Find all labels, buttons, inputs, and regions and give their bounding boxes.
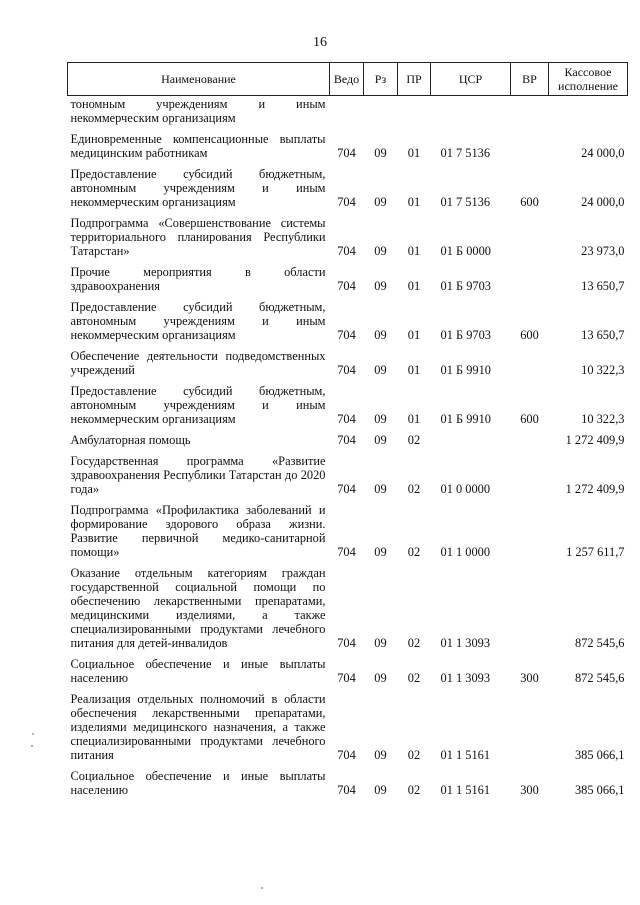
cell-rz: 09 xyxy=(374,636,387,650)
table-header-row xyxy=(68,63,628,96)
cell-pr: 02 xyxy=(407,783,421,797)
table-row xyxy=(68,96,628,126)
cell-csr: 01 7 5136 xyxy=(440,146,491,160)
cell-ved: 704 xyxy=(337,244,356,258)
cell-sum: 13 650,7 xyxy=(581,328,625,342)
cell-csr: 01 1 0000 xyxy=(440,545,491,559)
cell-pr: 01 xyxy=(407,244,421,258)
cell-name: Единовременные компенсационные выплаты медицинским работникам xyxy=(70,132,326,160)
cell-sum: 10 322,3 xyxy=(581,412,625,426)
cell-vr xyxy=(511,96,549,126)
cell-csr xyxy=(431,426,511,447)
table-row xyxy=(68,293,628,342)
cell-rz: 09 xyxy=(374,748,387,762)
cell-ved: 704 xyxy=(337,363,356,377)
cell-sum: 23 973,0 xyxy=(581,244,625,258)
cell-sum: 10 322,3 xyxy=(581,363,625,377)
cell-sum: 1 257 611,7 xyxy=(566,545,625,559)
scan-speck xyxy=(261,887,263,889)
cell-csr: 01 Б 9910 xyxy=(440,363,491,377)
cell-ved xyxy=(330,96,364,126)
cell-pr: 02 xyxy=(407,433,421,447)
cell-name: Обеспечение деятельности подведомственных учреждений xyxy=(70,349,326,377)
cell-ved: 704 xyxy=(337,433,356,447)
cell-pr: 02 xyxy=(407,636,421,650)
cell-csr: 01 1 3093 xyxy=(440,636,491,650)
cell-name: тономным учреждениям и иным некоммерческим организациям xyxy=(70,97,326,125)
table-body xyxy=(68,96,628,798)
cell-vr: 300 xyxy=(520,671,539,685)
cell-vr xyxy=(511,258,549,293)
cell-vr: 600 xyxy=(520,412,539,426)
table-row xyxy=(68,342,628,377)
cell-rz: 09 xyxy=(374,328,387,342)
cell-rz: 09 xyxy=(374,545,387,559)
cell-ved: 704 xyxy=(337,328,356,342)
cell-name: Социальное обеспечение и иные выплаты населению xyxy=(70,769,326,797)
header-sum: Кассовое исполнение xyxy=(549,63,628,96)
cell-vr: 600 xyxy=(520,195,539,209)
cell-rz: 09 xyxy=(374,433,387,447)
cell-vr xyxy=(511,685,549,762)
cell-name: Социальное обеспечение и иные выплаты населению xyxy=(70,657,326,685)
cell-csr: 01 Б 9910 xyxy=(440,412,491,426)
cell-ved: 704 xyxy=(337,783,356,797)
cell-sum: 24 000,0 xyxy=(581,195,625,209)
cell-vr xyxy=(511,426,549,447)
cell-pr: 01 xyxy=(407,146,421,160)
cell-pr xyxy=(398,96,431,126)
cell-csr: 01 0 0000 xyxy=(440,482,491,496)
cell-vr xyxy=(511,342,549,377)
cell-rz: 09 xyxy=(374,363,387,377)
cell-csr: 01 1 5161 xyxy=(440,748,491,762)
cell-pr: 01 xyxy=(407,412,421,426)
cell-sum: 385 066,1 xyxy=(574,783,625,797)
table-row xyxy=(68,685,628,762)
header-ved: Ведо xyxy=(330,63,364,96)
table-row xyxy=(68,258,628,293)
cell-rz: 09 xyxy=(374,671,387,685)
cell-pr: 02 xyxy=(407,545,421,559)
cell-rz: 09 xyxy=(374,783,387,797)
cell-vr: 600 xyxy=(520,328,539,342)
cell-csr: 01 1 3093 xyxy=(440,671,491,685)
cell-rz: 09 xyxy=(374,244,387,258)
cell-name: Предоставление субсидий бюджетным, автономным учреждениям и иным некоммерческим организациям xyxy=(70,384,326,426)
table-row xyxy=(68,125,628,160)
cell-ved: 704 xyxy=(337,748,356,762)
header-pr: ПР xyxy=(398,63,431,96)
table-row xyxy=(68,559,628,650)
header-vr: ВР xyxy=(511,63,549,96)
cell-name: Прочие мероприятия в области здравоохранения xyxy=(70,265,326,293)
table-row xyxy=(68,447,628,496)
table-row xyxy=(68,650,628,685)
cell-ved: 704 xyxy=(337,279,356,293)
cell-sum: 872 545,6 xyxy=(574,636,625,650)
table-row xyxy=(68,160,628,209)
cell-ved: 704 xyxy=(337,482,356,496)
cell-csr: 01 1 5161 xyxy=(440,783,491,797)
cell-name: Государственная программа «Развитие здравоохранения Республики Татарстан до 2020 года» xyxy=(70,454,326,496)
cell-csr: 01 Б 9703 xyxy=(440,279,491,293)
cell-ved: 704 xyxy=(337,545,356,559)
cell-vr xyxy=(511,209,549,258)
cell-rz: 09 xyxy=(374,195,387,209)
cell-rz: 09 xyxy=(374,279,387,293)
cell-vr: 300 xyxy=(520,783,539,797)
header-name: Наименование xyxy=(68,63,330,96)
cell-name: Оказание отдельным категориям граждан государственной социальной помощи по обеспечению лекарственными препаратами, медицинскими изделиями, а также специализированными продуктами лечебного питания для детей-инвалидов xyxy=(70,566,326,650)
scan-speck xyxy=(31,745,33,747)
cell-name: Подпрограмма «Профилактика заболеваний и формирование здорового образа жизни. Развитие первичной медико-санитарной помощи» xyxy=(70,503,326,559)
table-row xyxy=(68,762,628,797)
page-number: 16 xyxy=(313,35,327,50)
cell-name: Реализация отдельных полномочий в области обеспечения лекарственными препаратами, изделиями медицинского назначения, а также специализированными продуктами лечебного питания xyxy=(70,692,326,762)
cell-sum: 13 650,7 xyxy=(581,279,625,293)
header-csr: ЦСР xyxy=(431,63,511,96)
cell-pr: 02 xyxy=(407,482,421,496)
cell-sum: 24 000,0 xyxy=(581,146,625,160)
scan-speck xyxy=(32,733,34,735)
cell-vr xyxy=(511,447,549,496)
cell-vr xyxy=(511,559,549,650)
cell-sum xyxy=(549,96,628,126)
cell-ved: 704 xyxy=(337,412,356,426)
cell-ved: 704 xyxy=(337,195,356,209)
cell-vr xyxy=(511,496,549,559)
cell-ved: 704 xyxy=(337,146,356,160)
cell-vr xyxy=(511,125,549,160)
cell-sum: 1 272 409,9 xyxy=(565,482,625,496)
cell-name: Подпрограмма «Совершенствование системы территориального планирования Республики Татарстан» xyxy=(70,216,326,258)
cell-ved: 704 xyxy=(337,671,356,685)
cell-sum: 385 066,1 xyxy=(574,748,625,762)
cell-name: Амбулаторная помощь xyxy=(70,433,191,447)
cell-ved: 704 xyxy=(337,636,356,650)
cell-csr: 01 Б 0000 xyxy=(440,244,491,258)
table-row xyxy=(68,496,628,559)
cell-sum: 1 272 409,9 xyxy=(565,433,625,447)
table-row xyxy=(68,377,628,426)
cell-rz: 09 xyxy=(374,146,387,160)
cell-csr: 01 Б 9703 xyxy=(440,328,491,342)
cell-pr: 01 xyxy=(407,279,421,293)
budget-table xyxy=(67,62,628,797)
cell-pr: 02 xyxy=(407,748,421,762)
cell-csr: 01 7 5136 xyxy=(440,195,491,209)
table-row xyxy=(68,209,628,258)
cell-rz: 09 xyxy=(374,412,387,426)
cell-csr xyxy=(431,96,511,126)
cell-pr: 01 xyxy=(407,363,421,377)
cell-pr: 01 xyxy=(407,195,421,209)
cell-pr: 01 xyxy=(407,328,421,342)
table-row xyxy=(68,426,628,447)
cell-pr: 02 xyxy=(407,671,421,685)
header-rz: Рз xyxy=(364,63,398,96)
cell-sum: 872 545,6 xyxy=(574,671,625,685)
cell-rz: 09 xyxy=(374,482,387,496)
cell-name: Предоставление субсидий бюджетным, автономным учреждениям и иным некоммерческим организациям xyxy=(70,167,326,209)
cell-name: Предоставление субсидий бюджетным, автономным учреждениям и иным некоммерческим организациям xyxy=(70,300,326,342)
cell-rz xyxy=(364,96,398,126)
